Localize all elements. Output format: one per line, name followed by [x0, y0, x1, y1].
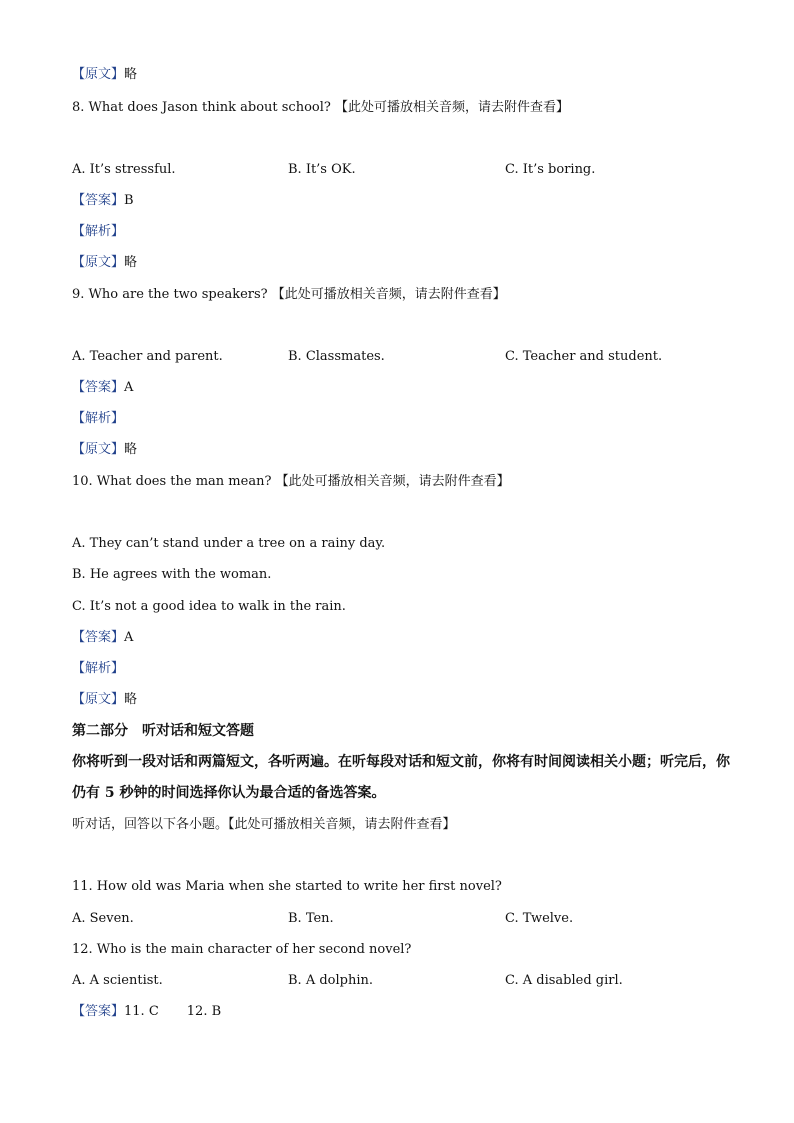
- option-a: A. It’s stressful.: [72, 162, 176, 177]
- yuanwen-line: [72, 254, 137, 272]
- option-a: A. A scientist.: [72, 973, 163, 988]
- option-c: C. A disabled girl.: [505, 973, 623, 988]
- option-b: B. Classmates.: [288, 349, 385, 364]
- dialogue-intro-text: 听对话，回答以下各小题。: [72, 817, 229, 832]
- answer-line: [72, 1003, 221, 1021]
- answer-value-12: 12. B: [186, 1004, 222, 1019]
- options-9: [72, 348, 732, 366]
- question-text: 10. What does the man mean?: [72, 474, 272, 489]
- yuanwen-tag: 【原文】: [72, 67, 125, 82]
- analysis-line: [72, 410, 124, 428]
- yuanwen-value: 略: [124, 255, 138, 270]
- option-b: B. He agrees with the woman.: [72, 567, 272, 582]
- option-a: A. Seven.: [72, 911, 134, 926]
- analysis-tag: 【解析】: [72, 411, 125, 426]
- question-text: 8. What does Jason think about school?: [72, 100, 331, 115]
- yuanwen-line: [72, 441, 137, 459]
- options-11: [72, 910, 732, 928]
- option-b: B. Ten.: [288, 911, 334, 926]
- question-11: 11. How old was Maria when she started to write her first novel?: [72, 879, 502, 894]
- audio-note: 【此处可播放相关音频，请去附件查看】: [228, 817, 456, 832]
- answer-value: A: [124, 630, 134, 645]
- option-a: A. They can’t stand under a tree on a rainy day.: [72, 536, 386, 551]
- options-12: [72, 972, 732, 990]
- option-c: C. It’s not a good idea to walk in the rain.: [72, 599, 346, 614]
- yuanwen-value: 略: [124, 692, 138, 707]
- options-8: [72, 161, 732, 179]
- answer-tag: 【答案】: [72, 193, 125, 208]
- yuanwen-value: 略: [124, 442, 138, 457]
- dialogue-intro: [72, 816, 456, 834]
- answer-line: [72, 379, 133, 397]
- answer-line: [72, 192, 134, 210]
- audio-note: 【此处可播放相关音频，请去附件查看】: [335, 100, 570, 115]
- option-b: B. It’s OK.: [288, 162, 356, 177]
- answer-value-11: 11. C: [124, 1004, 159, 1019]
- section-instructions: 你将听到一段对话和两篇短文，各听两遍。在听每段对话和短文前，你将有时间阅读相关小题；听完后，你仍有 5 秒钟的时间选择你认为最合适的备选答案。: [72, 754, 730, 801]
- answer-tag: 【答案】: [72, 1004, 125, 1019]
- yuanwen-line: [72, 691, 137, 709]
- yuanwen-tag: 【原文】: [72, 442, 125, 457]
- yuanwen-tag: 【原文】: [72, 692, 125, 707]
- answer-value: B: [124, 193, 134, 208]
- audio-note: 【此处可播放相关音频，请去附件查看】: [271, 287, 506, 302]
- answer-value: A: [124, 380, 134, 395]
- question-12: 12. Who is the main character of her second novel?: [72, 942, 412, 957]
- yuanwen-tag: 【原文】: [72, 255, 125, 270]
- option-c: C. Teacher and student.: [505, 349, 663, 364]
- audio-note: 【此处可播放相关音频，请去附件查看】: [275, 474, 510, 489]
- analysis-line: [72, 660, 124, 678]
- question-10: [72, 473, 510, 491]
- option-b: B. A dolphin.: [288, 973, 374, 988]
- analysis-tag: 【解析】: [72, 224, 125, 239]
- analysis-line: [72, 223, 124, 241]
- question-9: [72, 286, 506, 304]
- answer-line: [72, 629, 133, 647]
- option-c: C. It’s boring.: [505, 162, 596, 177]
- option-c: C. Twelve.: [505, 911, 574, 926]
- answer-tag: 【答案】: [72, 630, 125, 645]
- yuanwen-value: 略: [124, 67, 138, 82]
- option-a: A. Teacher and parent.: [72, 349, 223, 364]
- question-8: [72, 99, 569, 117]
- analysis-tag: 【解析】: [72, 661, 125, 676]
- yuanwen-line: [72, 66, 137, 84]
- answer-tag: 【答案】: [72, 380, 125, 395]
- question-text: 9. Who are the two speakers?: [72, 287, 268, 302]
- section-title: 第二部分 听对话和短文答题: [72, 723, 254, 739]
